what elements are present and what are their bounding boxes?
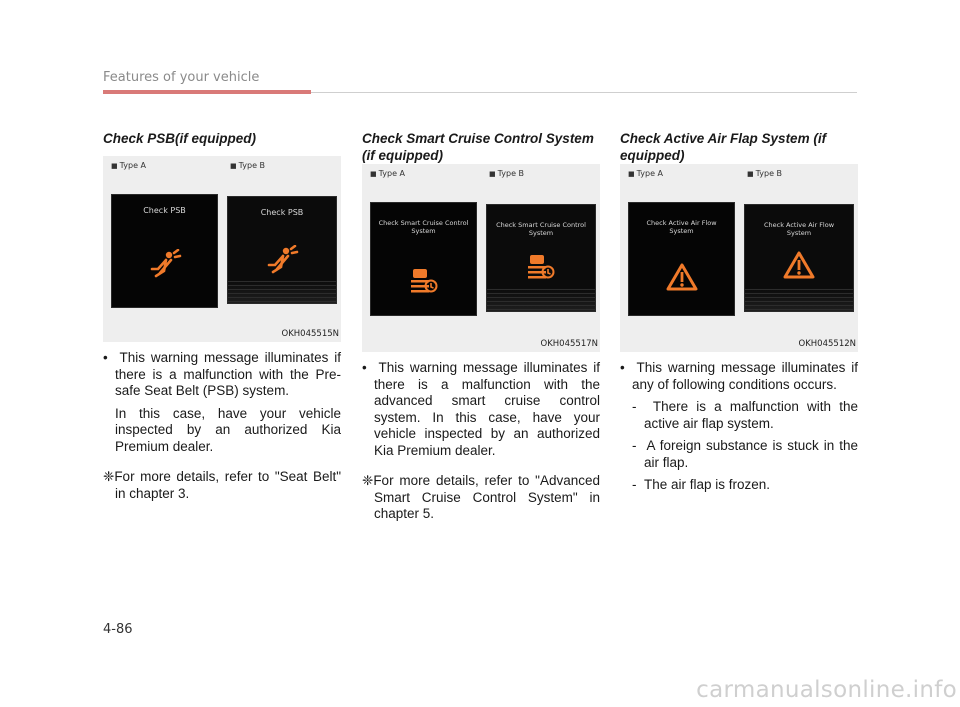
section-title: Check Active Air Flap System (if equipped): [620, 131, 827, 163]
display-message: Check PSB: [143, 206, 186, 215]
section-check-smart-cruise: [362, 130, 600, 529]
seatbelt-warning-icon: [148, 249, 182, 279]
seatbelt-warning-icon: [265, 245, 299, 275]
smart-cruise-warning-icon: [526, 253, 556, 281]
type-a-label: ■ Type A: [111, 161, 147, 170]
note-symbol: ❈: [362, 473, 374, 488]
page-number: 4-86: [103, 622, 133, 637]
display-message: Check Smart Cruise Control System: [378, 219, 469, 235]
condition-item: - The air flap is frozen.: [632, 477, 771, 492]
figure-code: OKH045515N: [281, 329, 339, 339]
type-a-label: ■ Type A: [628, 169, 664, 178]
section-check-active-air-flap: [620, 130, 858, 500]
type-b-label: ■ Type B: [747, 169, 783, 178]
display-message: Check PSB: [260, 208, 304, 217]
note-symbol: ❈: [103, 469, 115, 484]
watermark: carmanualsonline.info: [696, 677, 957, 703]
section-header-title: Features of your vehicle: [103, 70, 260, 85]
body-paragraph: In this case, have your vehicle inspected by an authorized Kia Premium dealer.: [115, 405, 341, 454]
note-paragraph: ❈For more details, refer to "Advanced Smart Cruise Control System" in chapter 5.: [362, 473, 600, 521]
section-body: [362, 360, 600, 523]
section-check-psb: [103, 130, 341, 508]
section-title: Check Smart Cruise Control System (if equipped): [362, 131, 594, 163]
type-a-label: ■ Type A: [370, 169, 406, 178]
display-message: Check Smart Cruise Control System: [496, 221, 586, 237]
section-body: [620, 360, 858, 494]
figure-code: OKH045512N: [798, 339, 856, 349]
figure-check-smart-cruise: [362, 164, 600, 352]
bullet-paragraph: • This warning message illuminates if there is a malfunction with the Pre-safe Seat Belt (PSB) system.: [103, 350, 341, 398]
header-accent-bar: [103, 90, 311, 94]
display-message: Check Active Air Flow System: [763, 221, 835, 237]
cluster-display-type-a: [370, 202, 477, 316]
cluster-display-type-b: [486, 204, 596, 312]
figure-check-active-air-flap: [620, 164, 858, 352]
section-title: Check PSB(if equipped): [103, 131, 257, 146]
bullet-paragraph: • This warning message illuminates if there is a malfunction with the advanced smart cruise control system. In this case, have your vehicle inspected by an authorized Kia Premium dealer.: [362, 360, 600, 458]
section-body: [103, 350, 341, 502]
cluster-display-type-b: [744, 204, 854, 312]
cluster-display-type-a: [628, 202, 735, 316]
figure-code: OKH045517N: [540, 339, 598, 349]
type-b-label: ■ Type B: [230, 161, 266, 170]
type-b-label: ■ Type B: [489, 169, 525, 178]
bullet-paragraph: • This warning message illuminates if any of following conditions occurs.: [620, 360, 858, 392]
warning-triangle-icon: [783, 251, 815, 279]
smart-cruise-warning-icon: [409, 267, 439, 295]
cluster-display-type-b: [227, 196, 337, 304]
display-message: Check Active Air Flow System: [646, 219, 717, 235]
note-paragraph: ❈For more details, refer to "Seat Belt" in chapter 3.: [103, 469, 341, 501]
cluster-display-type-a: [111, 194, 218, 308]
warning-triangle-icon: [666, 263, 698, 291]
condition-item: - A foreign substance is stuck in the air flap.: [632, 438, 858, 470]
figure-check-psb: [103, 156, 341, 342]
condition-item: - There is a malfunction with the active air flap system.: [632, 399, 858, 431]
